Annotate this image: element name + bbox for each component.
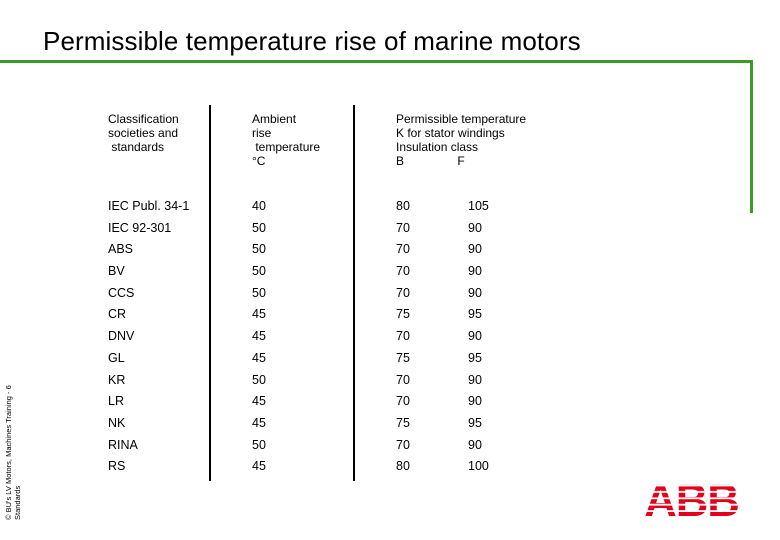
cell-ambient: 40 <box>252 199 266 213</box>
table-row <box>0 261 780 283</box>
cell-standard: IEC Publ. 34-1 <box>108 199 190 213</box>
cell-class-f: 90 <box>468 264 482 279</box>
table-row <box>0 413 780 435</box>
cell-standard: IEC 92-301 <box>108 220 172 235</box>
table-row <box>0 304 780 326</box>
cell-ambient: 45 <box>252 307 266 322</box>
cell-class-b: 70 <box>396 394 410 409</box>
cell-class-b: 70 <box>396 242 410 257</box>
cell-standard: CR <box>108 307 127 322</box>
header-ambient: Ambient rise temperature °C <box>252 112 321 168</box>
cell-standard: DNV <box>108 329 135 344</box>
cell-standard: RINA <box>108 437 138 452</box>
cell-class-f: 90 <box>468 372 482 387</box>
cell-standard: LR <box>108 394 124 409</box>
cell-ambient: 45 <box>252 329 266 344</box>
table-row <box>0 326 780 348</box>
cell-class-b: 70 <box>396 285 410 300</box>
green-divider-vertical <box>750 60 753 213</box>
table-row <box>0 391 780 413</box>
abb-logo-text: ABB <box>644 480 739 518</box>
cell-standard: CCS <box>108 285 135 300</box>
cell-ambient: 45 <box>252 459 266 474</box>
header-standards: Classification societies and standards <box>108 112 179 154</box>
cell-ambient: 50 <box>252 437 266 452</box>
cell-class-b: 75 <box>396 415 410 430</box>
cell-class-b: 70 <box>396 329 410 344</box>
cell-ambient: 45 <box>252 350 266 365</box>
cell-standard: NK <box>108 415 126 430</box>
cell-class-f: 90 <box>468 220 482 235</box>
cell-class-b: 80 <box>396 199 410 213</box>
cell-ambient: 50 <box>252 264 266 279</box>
cell-class-b: 75 <box>396 350 410 365</box>
cell-standard: ABS <box>108 242 134 257</box>
header-temperature-rise: Permissible temperature K for stator windings Insulation class B F <box>396 112 527 168</box>
cell-ambient: 50 <box>252 220 266 235</box>
cell-class-f: 90 <box>468 394 482 409</box>
cell-class-f: 95 <box>468 415 482 430</box>
cell-class-b: 70 <box>396 372 410 387</box>
table-row <box>0 348 780 370</box>
cell-class-b: 75 <box>396 307 410 322</box>
cell-standard: BV <box>108 264 125 279</box>
cell-standard: GL <box>108 350 125 365</box>
cell-standard: KR <box>108 372 126 387</box>
cell-ambient: 50 <box>252 285 266 300</box>
cell-class-f: 90 <box>468 329 482 344</box>
abb-logo <box>640 480 743 518</box>
cell-class-f: 95 <box>468 350 482 365</box>
page-title: Permissible temperature rise of marine motors <box>43 26 581 56</box>
cell-class-b: 80 <box>396 459 410 474</box>
cell-class-b: 70 <box>396 264 410 279</box>
table-row <box>0 218 780 240</box>
table-row <box>0 370 780 392</box>
table-row <box>0 239 780 261</box>
cell-standard: RS <box>108 459 126 474</box>
cell-class-b: 70 <box>396 437 410 452</box>
cell-ambient: 50 <box>252 372 266 387</box>
cell-class-f: 90 <box>468 285 482 300</box>
standards-table-body <box>0 196 780 478</box>
green-divider-horizontal <box>0 60 752 63</box>
cell-ambient: 45 <box>252 415 266 430</box>
cell-class-f: 90 <box>468 242 482 257</box>
cell-class-f: 90 <box>468 437 482 452</box>
cell-class-f: 105 <box>468 199 489 213</box>
table-row <box>0 456 780 478</box>
cell-ambient: 50 <box>252 242 266 257</box>
footer-section-line: Standards <box>13 485 22 520</box>
table-row <box>0 196 780 218</box>
footer-copyright-line: © BU's LV Motors, Machines Training - 6 <box>4 385 13 520</box>
cell-class-f: 95 <box>468 307 482 322</box>
cell-class-b: 70 <box>396 220 410 235</box>
table-row <box>0 283 780 305</box>
table-row <box>0 435 780 457</box>
cell-class-f: 100 <box>468 459 489 474</box>
cell-ambient: 45 <box>252 394 266 409</box>
